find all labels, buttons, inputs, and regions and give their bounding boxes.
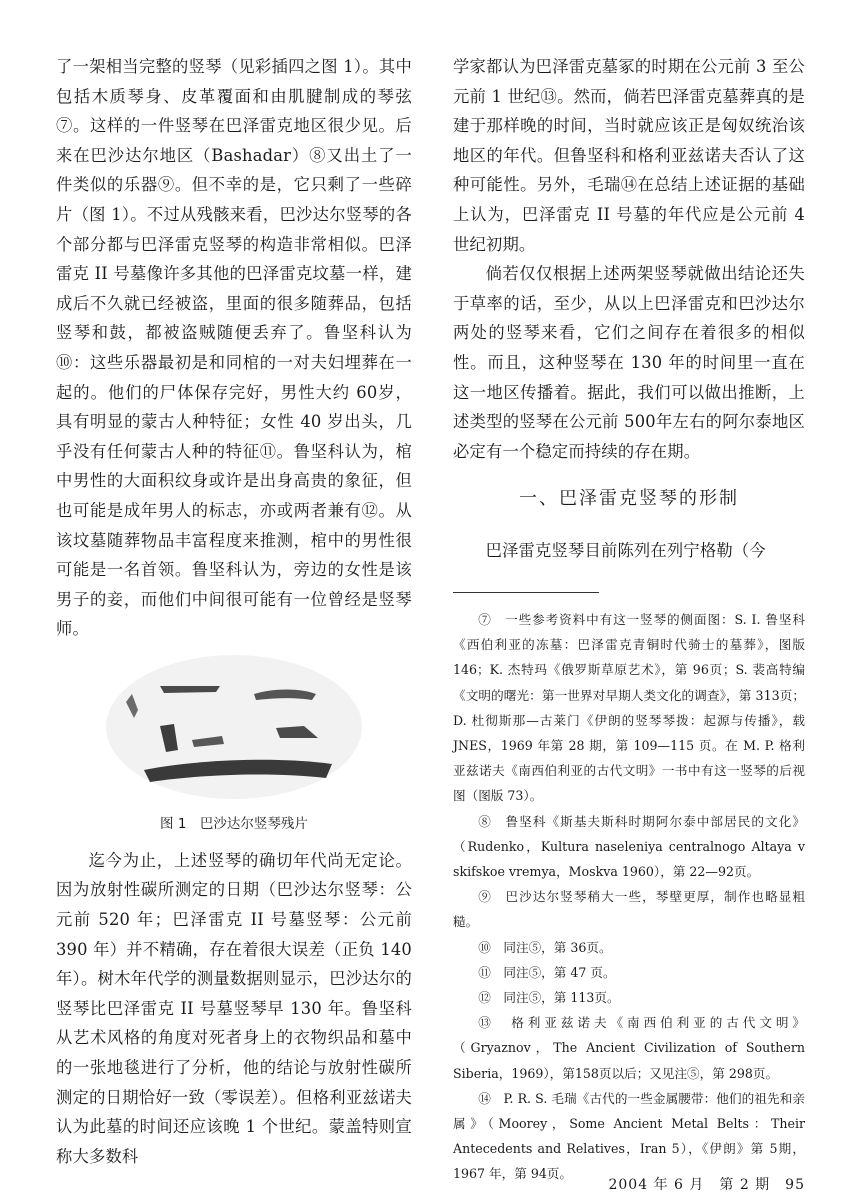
section-title: 一、巴泽雷克竖琴的形制 bbox=[519, 488, 739, 510]
right-column bbox=[453, 52, 805, 1187]
body-paragraph-4: 倘若仅仅根据上述两架竖琴就做出结论还失于草率的话，至少，从以上巴泽雷克和巴沙达尔两处的竖琴来看，它们之间存在着很多的相似性。而且，这种竖琴在 130 年的时间里一直在这一地区传播着。据此，我们可以做出推断，上述类型的竖琴在公元前 500年左右的阿尔泰地区必定有一个稳定而持续的存在期。 bbox=[453, 264, 805, 461]
footnote-12: ⑫ 同注⑤，第 113页。 bbox=[478, 989, 620, 1005]
footnote-7: ⑦ 一些参考资料中有这一竖琴的侧面图：S. I. 鲁坚科《西伯利亚的冻墓：巴泽雷克青铜时代骑士的墓葬》，图版 146；K. 杰特玛《俄罗斯草原艺术》，第 96页；S. 裴高特编《文明的曙光：第一世界对早期人类文化的调查》，第 313页；D. 杜彻斯那—古莱门《伊朗的竖琴琴拨：起源与传播》，载 JNES，1969 年第 28 期，第 109—115 页。在 M. P. 格利亚兹诺夫《南西伯利亚的古代文明》一书中有这一竖琴的后视图（图版 73）。 bbox=[453, 611, 805, 804]
page-footer: 2004 年 6 月 第 2 期 95 bbox=[608, 1177, 805, 1193]
left-column bbox=[56, 52, 412, 1171]
footnote-11: ⑪ 同注⑤，第 47 页。 bbox=[478, 964, 616, 980]
fragment-shape bbox=[160, 686, 220, 693]
footnote-9: ⑨ 巴沙达尔竖琴稍大一些，琴壁更厚，制作也略显粗糙。 bbox=[453, 889, 805, 930]
body-paragraph-3: 学家都认为巴泽雷克墓冢的时期在公元前 3 至公元前 1 世纪⑬。然而，倘若巴泽雷克墓葬真的是建于那样晚的时间，当时就应该正是匈奴统治该地区的年代。但鲁坚科和格利亚兹诺夫否认了这种可能性。另外，毛瑞⑭在总结上述证据的基础上认为，巴泽雷克 II 号墓的年代应是公元前 4 世纪初期。 bbox=[453, 57, 805, 254]
footnote-divider bbox=[453, 592, 599, 593]
figure-caption: 图 1 巴沙达尔竖琴残片 bbox=[160, 815, 308, 832]
harp-fragments-image bbox=[104, 652, 364, 802]
footnote-8: ⑧ 鲁坚科《斯基夫斯科时期阿尔泰中部居民的文化》（Rudenko，Kultura naseleniya centralnogo Altaya v skifskoe vremya，Moskva 1960），第 22—92页。 bbox=[453, 813, 805, 879]
body-paragraph-5: 巴泽雷克竖琴目前陈列在列宁格勒（今 bbox=[485, 541, 766, 561]
footnote-13: ⑬ 格利亚兹诺夫《南西伯利亚的古代文明》（Gryaznov，The Ancient Civilization of Southern Siberia，1969），第158页以后；又见注⑤，第 298页。 bbox=[453, 1015, 805, 1081]
footnote-10: ⑩ 同注⑤，第 36页。 bbox=[478, 939, 612, 955]
body-paragraph-1: 了一架相当完整的竖琴（见彩插四之图 1）。其中包括木质琴身、皮革覆面和由肌腱制成的琴弦⑦。这样的一件竖琴在巴泽雷克地区很少见。后来在巴沙达尔地区（Bashadar）⑧又出土了一件类似的乐器⑨。但不幸的是，它只剩了一些碎片（图 1）。不过从残骸来看，巴沙达尔竖琴的各个部分都与巴泽雷克竖琴的构造非常相似。巴泽雷克 II 号墓像许多其他的巴泽雷克坟墓一样，建成后不久就已经被盗，里面的很多随葬品，包括竖琴和鼓，都被盗贼随便丢弃了。鲁坚科认为⑩：这些乐器最初是和同棺的一对夫妇埋葬在一起的。他们的尸体保存完好，男性大约 60岁，具有明显的蒙古人种特征；女性 40 岁出头，几乎没有任何蒙古人种的特征⑪。鲁坚科认为，棺中男性的大面积纹身或许是出身高贵的象征，但也可能是成年男人的标志，亦或两者兼有⑫。从该坟墓随葬物品丰富程度来推测，棺中的男性很可能是一名首领。鲁坚科认为，旁边的女性是该男子的妾，而他们中间很可能有一位曾经是竖琴师。 bbox=[56, 57, 412, 639]
footnote-14: ⑭ P. R. S. 毛瑞《古代的一些金属腰带：他们的祖先和亲属》（Moorey，Some Ancient Metal Belts：Their Antecedents and Relatives，Iran 5），《伊朗》第 5期，1967 年，第 94页。 bbox=[453, 1090, 805, 1182]
body-paragraph-2: 迄今为止，上述竖琴的确切年代尚无定论。因为放射性碳所测定的日期（巴沙达尔竖琴：公元前 520 年；巴泽雷克 II 号墓竖琴：公元前 390 年）并不精确，存在着很大误差（正负 140 年）。树木年代学的测量数据则显示，巴沙达尔的竖琴比巴泽雷克 II 号墓竖琴早 130 年。鲁坚科从艺术风格的角度对死者身上的衣物织品和墓中的一张地毯进行了分析，他的结论与放射性碳所测定的日期恰好一致（零误差）。但格利亚兹诺夫认为此墓的时间还应该晚 1 个世纪。蒙盖特则宣称大多数科 bbox=[56, 850, 412, 1166]
figure-1 bbox=[56, 652, 412, 808]
